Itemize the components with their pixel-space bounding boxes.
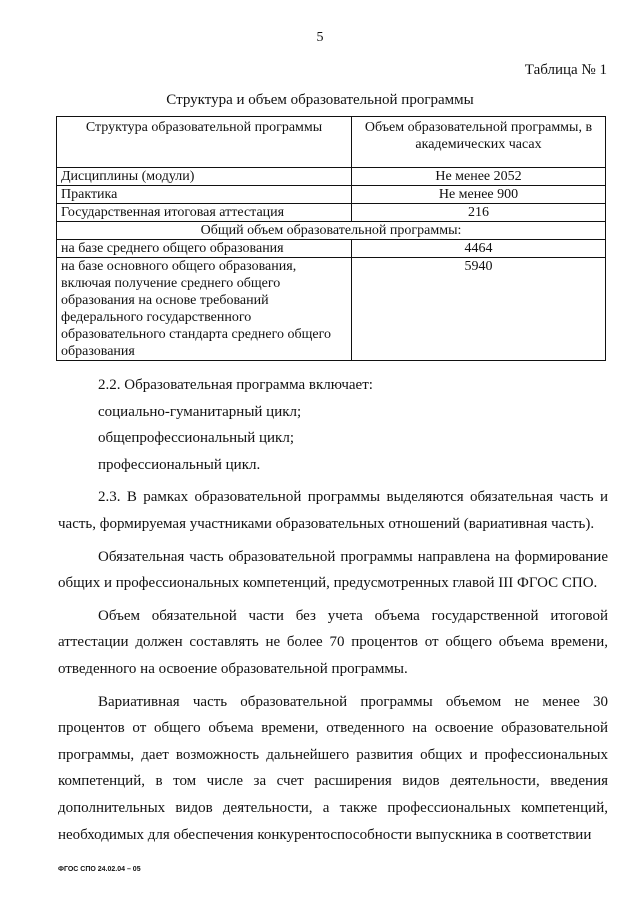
program-structure-table: [56, 116, 606, 361]
paragraph: 2.3. В рамках образовательной программы выделяются обязательная часть и часть, формируемая участниками образовательных отношений (вариативная часть).: [58, 489, 608, 532]
table-header-row: [57, 117, 606, 168]
table-row: [57, 240, 606, 258]
paragraph: Вариативная часть образовательной программы объемом не менее 30 процентов от общего объема времени, отведенного на освоение образовательной программы, дает возможность дальнейшего развития общих и профессиональных компетенций, в том числе за счет расширения видов деятельности, введения дополнительных видов деятельности, а также профессиональных компетенций, необходимых для обеспечения конкурентоспособности выпускника в соответствии: [58, 693, 608, 843]
table-row: [57, 204, 606, 222]
row-name: на базе основного общего образования, включая получение среднего общего образования на основе требований федерального государственного образовательного стандарта среднего общего образования: [57, 258, 352, 361]
list-item: социально-гуманитарный цикл;: [98, 403, 302, 420]
total-label-row: [57, 222, 606, 240]
list-item: профессиональный цикл.: [98, 456, 261, 473]
table-row: [57, 168, 606, 186]
list-item: общепрофессиональный цикл;: [98, 430, 294, 447]
row-value: 4464: [352, 240, 606, 258]
row-value: Не менее 900: [352, 186, 606, 204]
header-structure: Структура образовательной программы: [57, 117, 352, 168]
paragraph: Объем обязательной части без учета объема государственной итоговой аттестации должен составлять не более 70 процентов от общего объема времени, отведенного на освоение образовательной программы.: [58, 607, 608, 677]
page-number: 5: [316, 30, 324, 45]
table-label: Таблица № 1: [524, 62, 607, 78]
row-value: 5940: [352, 258, 606, 361]
header-volume: Объем образовательной программы, в академических часах: [352, 117, 606, 168]
table-title: Структура и объем образовательной программы: [166, 92, 474, 108]
row-name: Государственная итоговая аттестация: [57, 204, 352, 222]
body-text: [58, 372, 608, 848]
paragraph: Обязательная часть образовательной программы направлена на формирование общих и профессиональных компетенций, предусмотренных главой III ФГОС СПО.: [58, 548, 608, 592]
total-label: Общий объем образовательной программы:: [57, 222, 606, 240]
paragraph: 2.2. Образовательная программа включает:: [98, 377, 373, 393]
table-row: [57, 258, 606, 361]
row-value: Не менее 2052: [352, 168, 606, 186]
row-name: на базе среднего общего образования: [57, 240, 352, 258]
table-row: [57, 186, 606, 204]
row-value: 216: [352, 204, 606, 222]
row-name: Дисциплины (модули): [57, 168, 352, 186]
footer-code: ФГОС СПО 24.02.04 – 05: [58, 866, 141, 873]
row-name: Практика: [57, 186, 352, 204]
